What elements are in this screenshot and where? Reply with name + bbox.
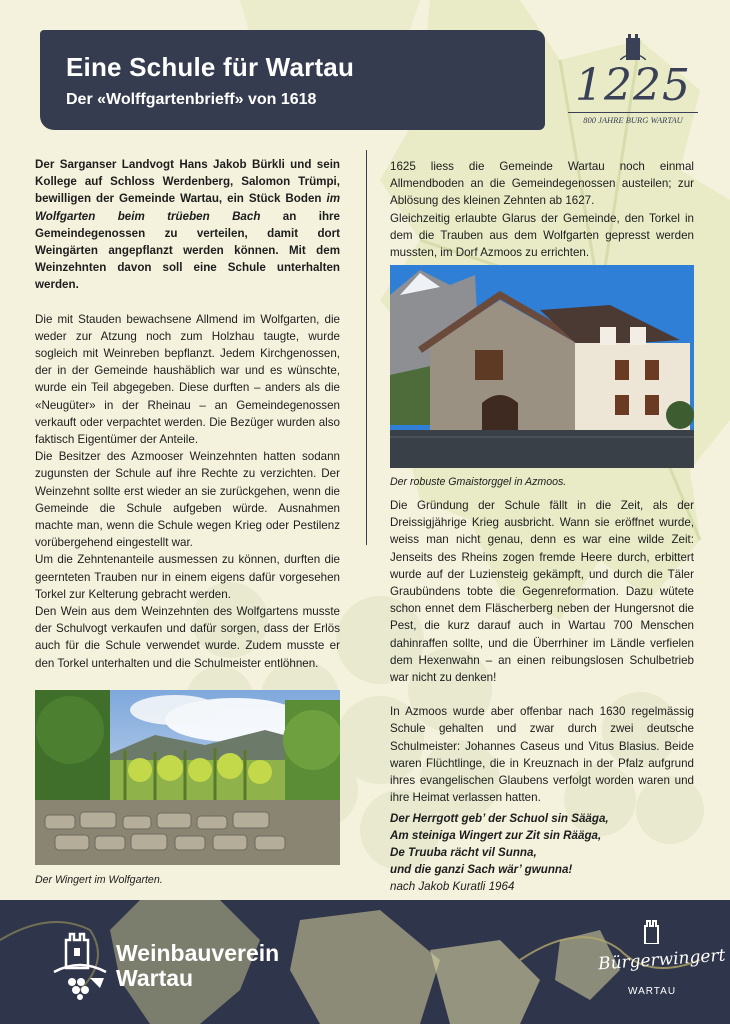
weinbauverein-castle-logo-icon — [50, 928, 110, 1000]
right-column-top — [390, 158, 694, 261]
buergerwingert-logo-text: Bürgerwingert — [597, 945, 727, 975]
lead-italic-place: im Wolfgarten beim trüeben Bach — [35, 192, 340, 223]
logo-caption: 800 JAHRE BURG WARTAU — [568, 112, 698, 125]
paragraph-schulvogt: Den Wein aus dem Weinzehnten des Wolfgartens musste der Schulvogt verkaufen und dafür sorgen, dass der Erlös auch für die Schule verwendet wurde. Zudem musste er den Torkel unterhalten und die Schulmeister entlöhnen. — [35, 605, 340, 670]
paragraph-weinzehnt: Die Besitzer des Azmooser Weinzehnten hatten sodann zugunsten der Schule auf ihre Rechte zu verzichten. Der Weinzehnt sollte erst wieder an sie zurückgehen, wenn die Gemeinde die Schule aufgeben würde. Ausnahmen machte man, wenn die Schule wegen Krieg oder Pestilenz vorübergehend eingestellt war. — [35, 450, 340, 550]
poem-line: De Truuba rächt vil Sunna, — [390, 846, 537, 859]
left-column — [35, 156, 340, 672]
column-divider — [366, 150, 367, 545]
vineyard-photo-caption: Der Wingert im Wolfgarten. — [35, 874, 163, 886]
page-subtitle: Der «Wolffgartenbrieff» von 1618 — [66, 91, 317, 108]
paragraph-glarus: Gleichzeitig erlaubte Glarus der Gemeinde, den Torkel in dem die Trauben aus dem Wolfgarten gepresst werden mussten, im Dorf Azmoos zu errichten. — [390, 211, 694, 260]
poem-line: Der Herrgott geb’ der Schuol sin Sääga, — [390, 812, 609, 825]
anniversary-logo — [568, 30, 698, 130]
poem-line: Am steiniga Wingert zur Zit sin Rääga, — [390, 829, 602, 842]
poem-source: nach Jakob Kuratli 1964 — [390, 880, 515, 893]
paragraph-azmoos-schule: In Azmoos wurde aber offenbar nach 1630 regelmässig Schule gehalten und zwar durch zwei deutsche Schulmeister: Johannes Caseus und Vitus Blasius. Beide waren Flüchtlinge, die in Kreuznach in der Pfalz aufgrund ihres evangelischen Glaubens verfolgt worden waren und ihre Heimat verlassen hatten. — [390, 705, 694, 805]
paragraph-1625: 1625 liess die Gemeinde Wartau noch einmal Allmendboden an die Gemeindegenossen austeilen; zur Ablösung des kleinen Zehnten ab 1627. — [390, 160, 694, 208]
torkel-photo-caption: Der robuste Gmaistorggel in Azmoos. — [390, 476, 567, 488]
footer-org-name-line2: Wartau — [116, 965, 194, 991]
page-title: Eine Schule für Wartau — [66, 52, 355, 82]
paragraph-allmend: Die mit Stauden bewachsene Allmend im Wolfgarten, die weder zur Atzung noch zum Holzhau taugte, wurde sogleich mit Weinreben bepflanzt. Jedem Kirchgenossen, der in der Gemeinde haushäblich war und es wünschte, wurde ein Teil abgegeben. Diese durften – anders als die «Neugüter» in der Rheinau – an Gemeindegenossen verkauft oder verpachtet werden. Die Bezüger wurden also faktisch Eigentümer der Anteile. — [35, 312, 340, 447]
poem-line: und die ganzi Sach wär’ gwunna! — [390, 863, 573, 876]
buergerwingert-logo-subtext: WARTAU — [628, 986, 677, 997]
lead-paragraph: Der Sarganser Landvogt Hans Jakob Bürkli und sein Kollege auf Schloss Werdenberg, Salomon Trümpi, bewilligen der Gemeinde Wartau, ein Stück Boden im Wolfgarten beim trüeben Bach an ihre Gemeindegenossen zu verteilen, damit dort Weingärten angepflanzt werden können. Mit dem Weinzehnten davon soll eine Schule unterhalten werden. — [35, 158, 340, 292]
paragraph-gruendung: Die Gründung der Schule fällt in die Zeit, als der Dreissigjährige Krieg ausbricht. Wann sie eröffnet wurde, weiss man nicht genau, denn es war eine wilde Zeit: Jenseits des Rheins zogen fremde Heere durch, erbittert wurde auf der Luziensteig gekämpft, und durch die Täler Graubündens tobte die Gegenreformation. Dazu wütete schon ennet dem Fläscherberg neben der Hungersnot die Pest, die kurz darauf auch in Wartau 700 Menschen dahinraffen sollte, und die Überrhiner im Ländle verfielen dem Hexenwahn – an einen reibungslosen Schulbetrieb war nicht zu denken! — [390, 499, 694, 685]
logo-year: 1225 — [575, 60, 691, 111]
buergerwingert-tower-icon — [640, 918, 662, 944]
castle-tower-icon — [620, 30, 646, 60]
vineyard-photo — [35, 690, 340, 865]
right-column-bottom — [390, 497, 694, 806]
footer-org-name-line1: Weinbauverein — [116, 940, 280, 966]
poem-block — [390, 810, 609, 895]
torkel-building-photo — [390, 265, 694, 468]
paragraph-torkel: Um die Zehntenanteile ausmessen zu können, durften die geernteten Trauben nur in einem eigens dafür vorgesehen Torkel zur Kelterung gebracht werden. — [35, 553, 340, 601]
